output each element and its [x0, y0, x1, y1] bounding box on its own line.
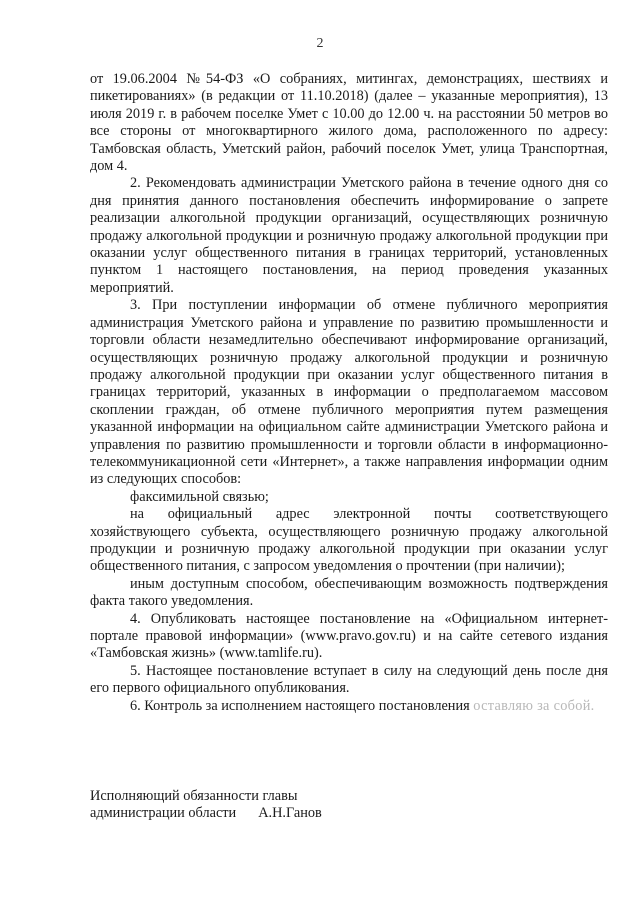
signature-block: [90, 788, 322, 822]
signature-position-line2: [90, 805, 322, 822]
paragraph-other-means: иным доступным способом, обеспечивающим возможность подтверждения факта такого уведомления.: [90, 575, 608, 610]
paragraph-fax: факсимильной связью;: [130, 488, 269, 505]
signature-position-text: администрации области: [90, 805, 237, 821]
paragraph-6-text: 6. Контроль за исполнением настоящего постановления: [130, 697, 474, 714]
signatory-name: А.Н.Ганов: [258, 805, 322, 821]
signature-position-line1: Исполняющий обязанности главы: [90, 788, 298, 804]
page-number: 2: [316, 36, 324, 51]
paragraph-2: 2. Рекомендовать администрации Уметского района в течение одного дня со дня принятия данного постановления обеспечить информирование о запрете реализации алкогольной продукции организаций, осуществляющих розничную продажу алкогольной продукции и розничную продажу алкогольной продукции при оказании услуг общественного питания в границах территорий, установленных пунктом 1 настоящего постановления, на период проведения указанных мероприятий.: [90, 175, 608, 296]
paragraph-email: на официальный адрес электронной почты соответствующего хозяйствующего субъекта, осуществляющего розничную продажу алкогольной продукции и розничную продажу алкогольной продукции при оказании услуг общественного питания, с запросом уведомления о прочтении (при наличии);: [90, 506, 608, 575]
paragraph-3: 3. При поступлении информации об отмене публичного мероприятия администрация Уметского района и управление по развитию промышленности и торговли области незамедлительно обеспечивают информирование организаций, осуществляющих розничную продажу алкогольной продукции и розничную продажу алкогольной продукции при оказании услуг общественного питания в границах территорий, указанных в информации о предполагаемом массовом скоплении граждан, об отмене публичного мероприятия путем размещения указанной информации на официальном сайте администрации Уметского района и управления по развитию промышленности и торговли области в информационно-телекоммуникационной сети «Интернет», а также направления информации одним из следующих способов:: [90, 297, 608, 488]
paragraph-4: 4. Опубликовать настоящее постановление на «Официальном интернет-портале правовой информации» (www.pravo.gov.ru) и на сайте сетевого издания «Тамбовская жизнь» (www.tamlife.ru).: [90, 610, 608, 662]
paragraph-6: [90, 698, 608, 715]
paragraph-continuation: от 19.06.2004 №54-ФЗ «О собраниях, митингах, демонстрациях, шествиях и пикетированиях» (в редакции от 11.10.2018) (далее – указанные мероприятия), 13 июля 2019 г. в рабочем поселке Умет с 10.00 до 12.00 ч. на расстоянии 50 метров во все стороны от многоквартирного жилого дома, расположенного по адресу: Тамбовская область, Уметский район, рабочий поселок Умет, улица Транспортная, дом 4.: [90, 71, 608, 175]
paragraph-6-faded-text: оставляю за собой.: [473, 697, 595, 714]
document-body: [90, 71, 608, 715]
paragraph-5: 5. Настоящее постановление вступает в силу на следующий день после дня его первого официального опубликования.: [90, 662, 608, 697]
